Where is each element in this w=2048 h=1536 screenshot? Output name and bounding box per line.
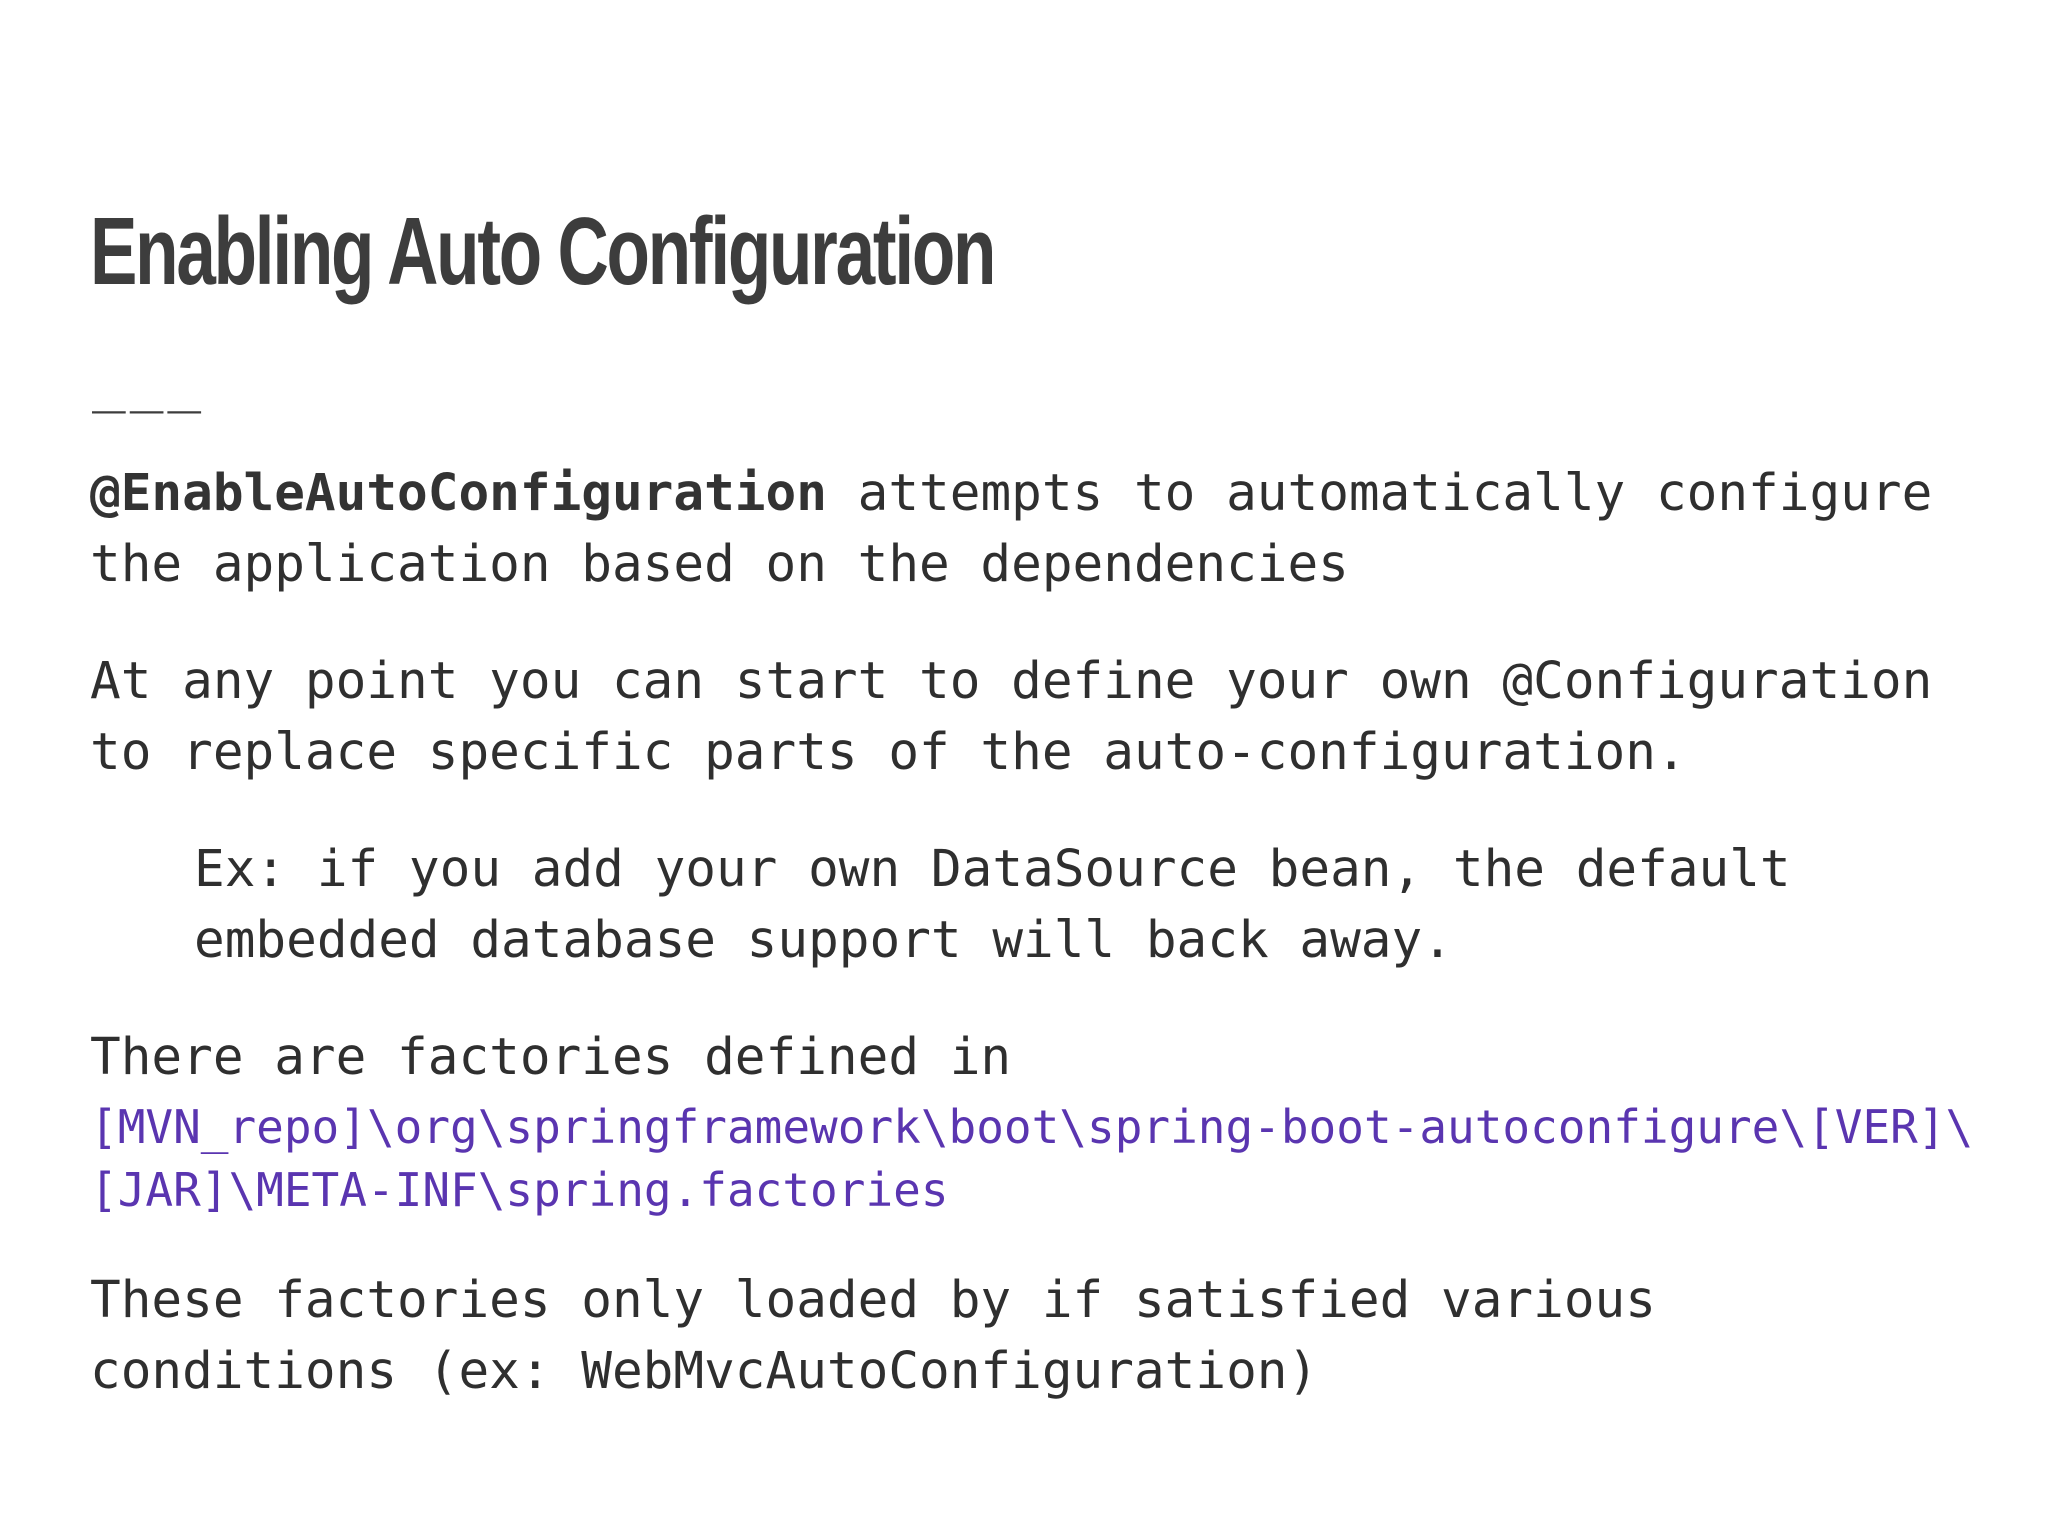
paragraph-enable-auto-config-line1 <box>90 458 1932 529</box>
example-line1: Ex: if you add your own DataSource bean, the default <box>194 840 1791 899</box>
paragraph-custom-config-line2: to replace specific parts of the auto-configuration. <box>90 723 1687 782</box>
paragraph-conditions-line2: conditions (ex: WebMvcAutoConfiguration) <box>90 1342 1319 1401</box>
paragraph-factories-line1: There are factories defined in <box>90 1028 1012 1087</box>
slide-title: Enabling Auto Configuration <box>90 198 995 305</box>
paragraph-custom-config-line1: At any point you can start to define your own @Configuration <box>90 652 1933 711</box>
example-line2: embedded database support will back away. <box>194 911 1453 970</box>
factories-path-line2: [JAR]\META-INF\spring.factories <box>90 1163 949 1217</box>
paragraph-text: attempts to automatically configure <box>826 464 1933 523</box>
annotation-keyword: @EnableAutoConfiguration <box>90 464 827 523</box>
factories-path-line1: [MVN_repo]\org\springframework\boot\spring-boot-autoconfigure\[VER]\ <box>90 1100 1974 1154</box>
paragraph-conditions-line1: These factories only loaded by if satisfied various <box>90 1271 1656 1330</box>
title-divider: ___ <box>92 349 206 414</box>
paragraph-enable-auto-config-line2: the application based on the dependencies <box>90 535 1349 594</box>
